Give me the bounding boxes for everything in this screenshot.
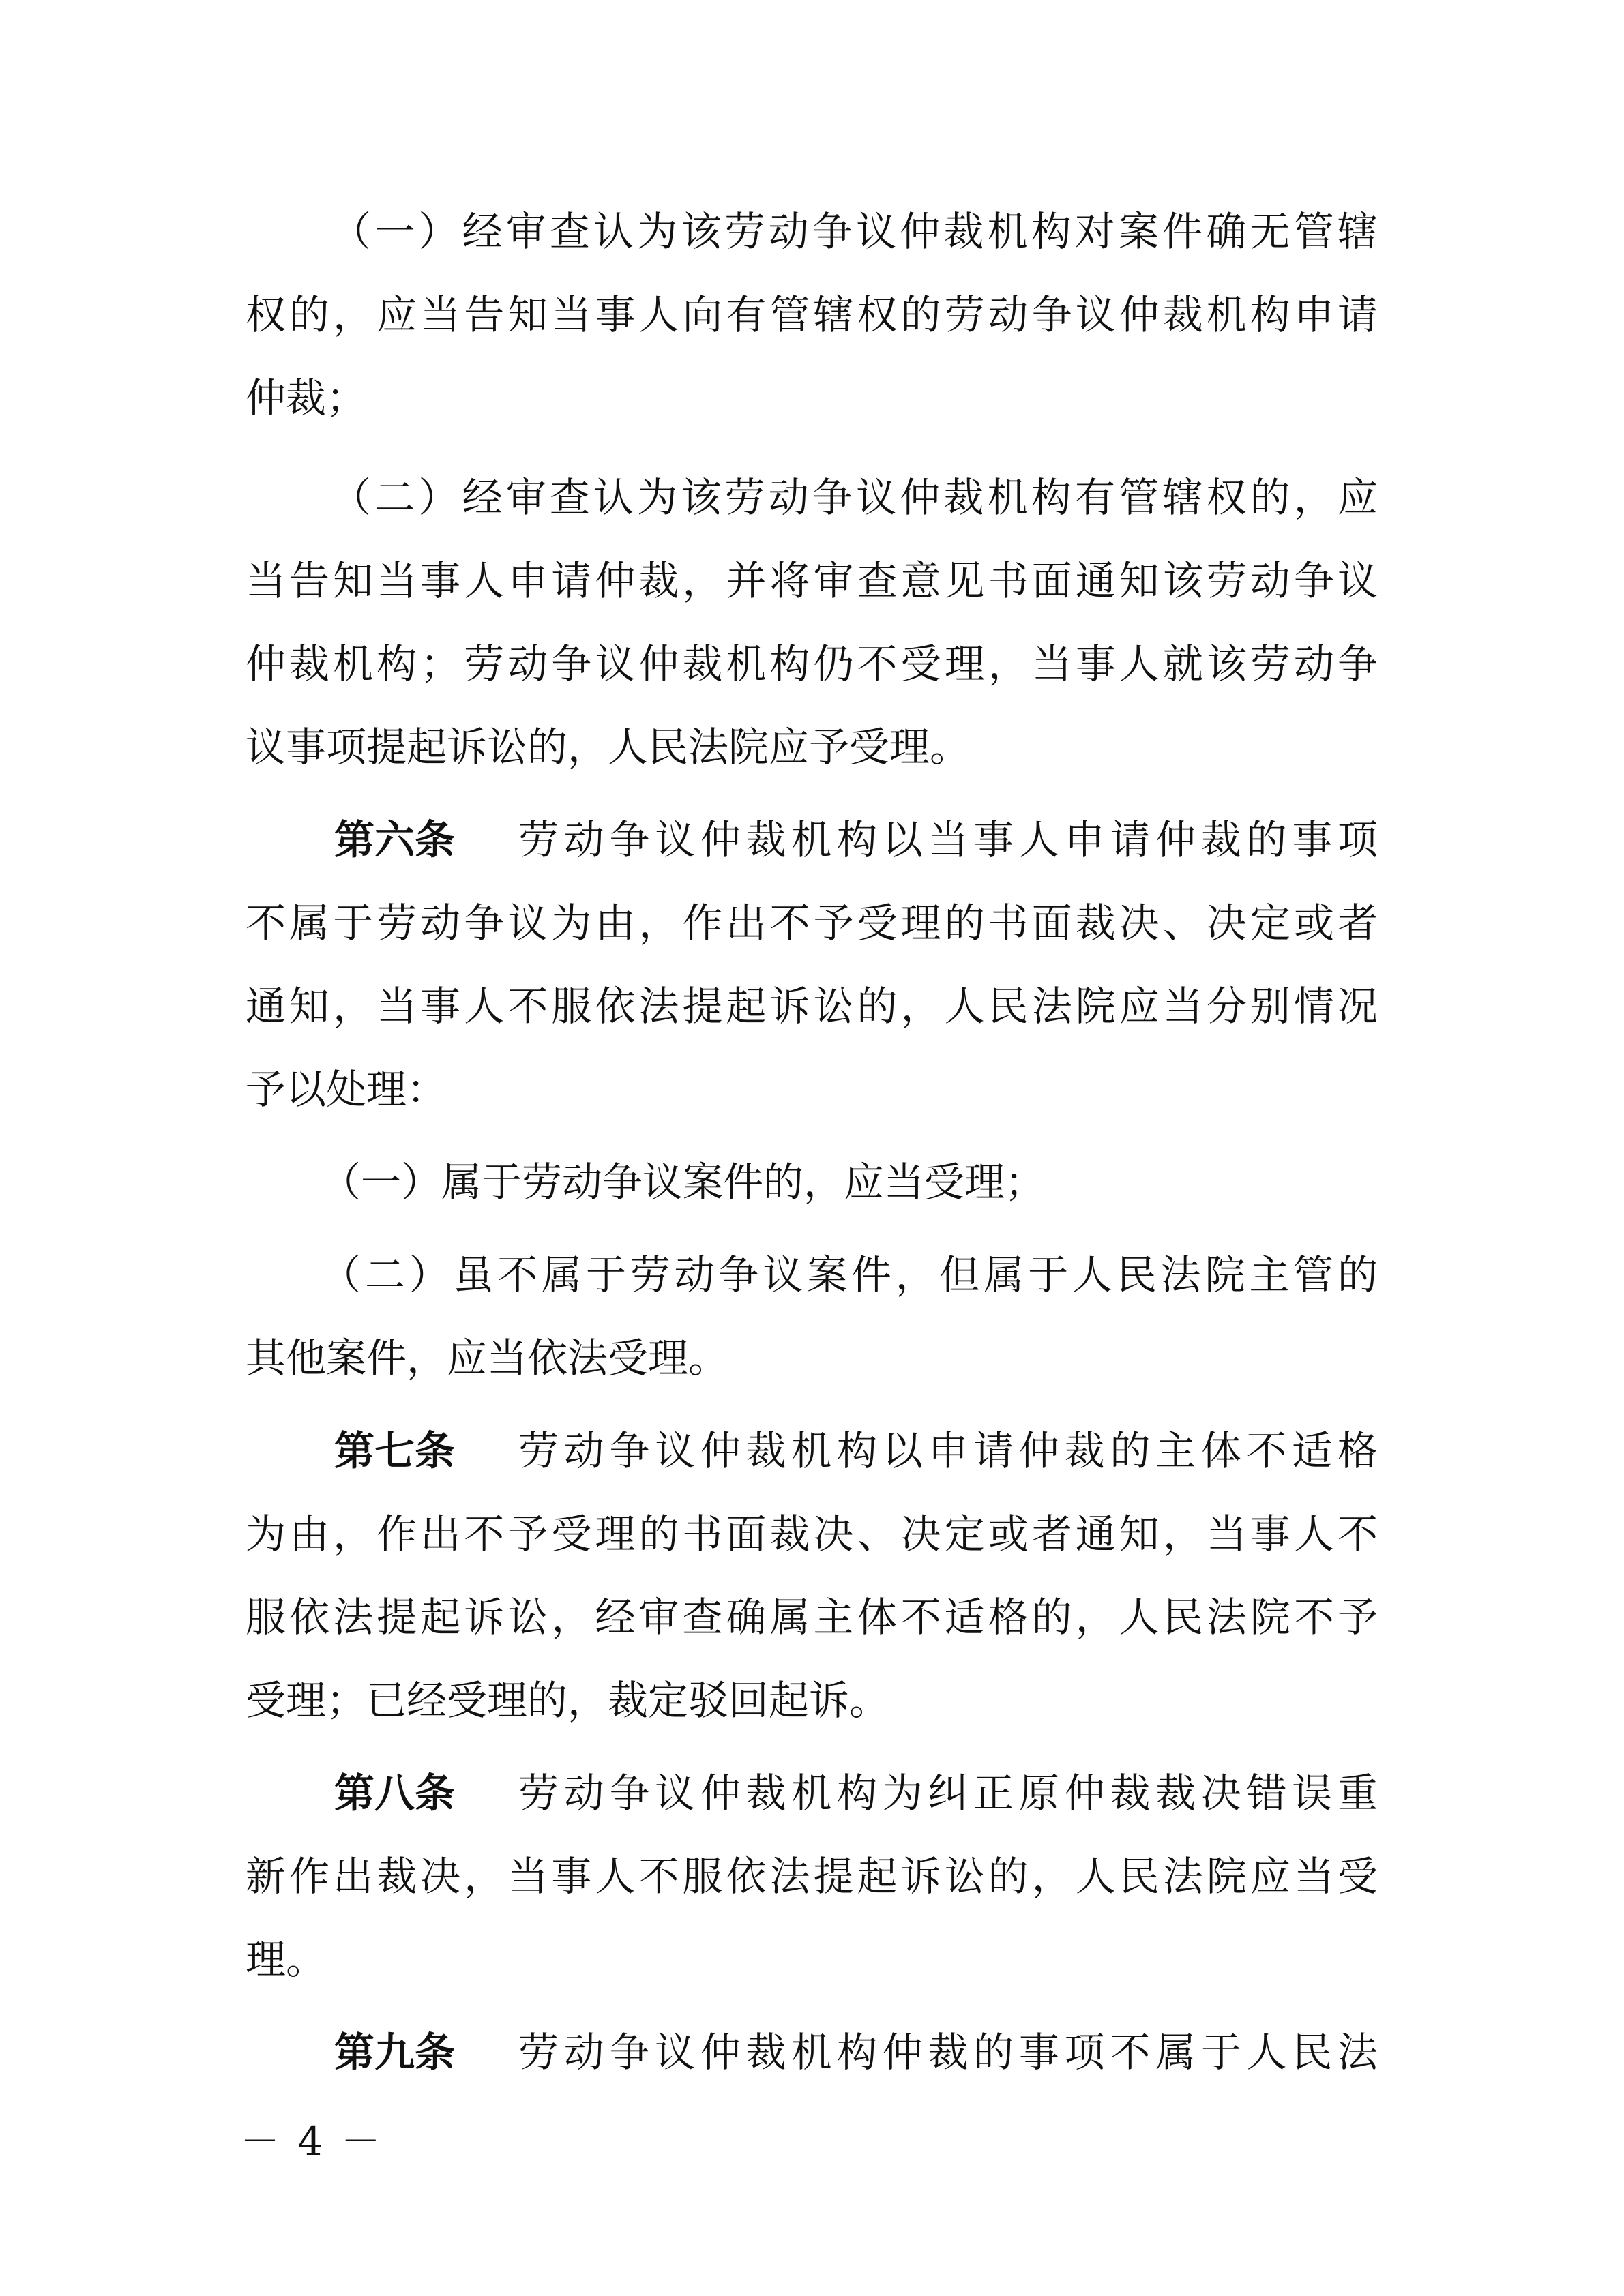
paragraph-line: （一）属于劳动争议案件的，应当受理；: [321, 1159, 1046, 1206]
paragraph-line: 当告知当事人申请仲裁，并将审查意见书面通知该劳动争议: [246, 557, 1378, 604]
paragraph-line: 仲裁机构；劳动争议仲裁机构仍不受理，当事人就该劳动争: [246, 640, 1378, 687]
paragraph-line: （一）经审查认为该劳动争议仲裁机构对案件确无管辖: [331, 208, 1378, 255]
paragraph-line: 权的，应当告知当事人向有管辖权的劳动争议仲裁机构申请: [246, 291, 1378, 338]
paragraph-line: 劳动争议仲裁机构为纠正原仲裁裁决错误重: [518, 1770, 1378, 1817]
paragraph-line: 理。: [246, 1936, 327, 1983]
paragraph-line: 受理；已经受理的，裁定驳回起诉。: [246, 1677, 890, 1724]
paragraph-line: 不属于劳动争议为由，作出不予受理的书面裁决、决定或者: [246, 899, 1378, 946]
paragraph-line: 劳动争议仲裁机构仲裁的事项不属于人民法: [518, 2029, 1378, 2076]
article-heading: 第八条: [334, 1770, 456, 1817]
paragraph-line: 新作出裁决，当事人不服依法提起诉讼的，人民法院应当受: [246, 1853, 1378, 1900]
paragraph-line: 仲裁；: [246, 374, 367, 421]
paragraph-line: 其他案件，应当依法受理。: [246, 1335, 729, 1382]
paragraph-line: （二）经审查认为该劳动争议仲裁机构有管辖权的，应: [331, 474, 1378, 521]
paragraph-line: （二）虽不属于劳动争议案件，但属于人民法院主管的: [321, 1251, 1378, 1298]
article-heading: 第六条: [334, 816, 456, 863]
paragraph-line: 服依法提起诉讼，经审查确属主体不适格的，人民法院不予: [246, 1594, 1378, 1641]
paragraph-line: 劳动争议仲裁机构以申请仲裁的主体不适格: [518, 1427, 1378, 1474]
paragraph-line: 议事项提起诉讼的，人民法院应予受理。: [246, 724, 971, 771]
article-heading: 第九条: [334, 2029, 456, 2076]
paragraph-line: 为由，作出不予受理的书面裁决、决定或者通知，当事人不: [246, 1510, 1378, 1557]
page-number: － 4 －: [240, 2118, 383, 2164]
paragraph-line: 劳动争议仲裁机构以当事人申请仲裁的事项: [518, 816, 1378, 863]
paragraph-line: 通知，当事人不服依法提起诉讼的，人民法院应当分别情况: [246, 983, 1378, 1030]
paragraph-line: 予以处理：: [246, 1066, 447, 1113]
article-heading: 第七条: [334, 1427, 456, 1474]
